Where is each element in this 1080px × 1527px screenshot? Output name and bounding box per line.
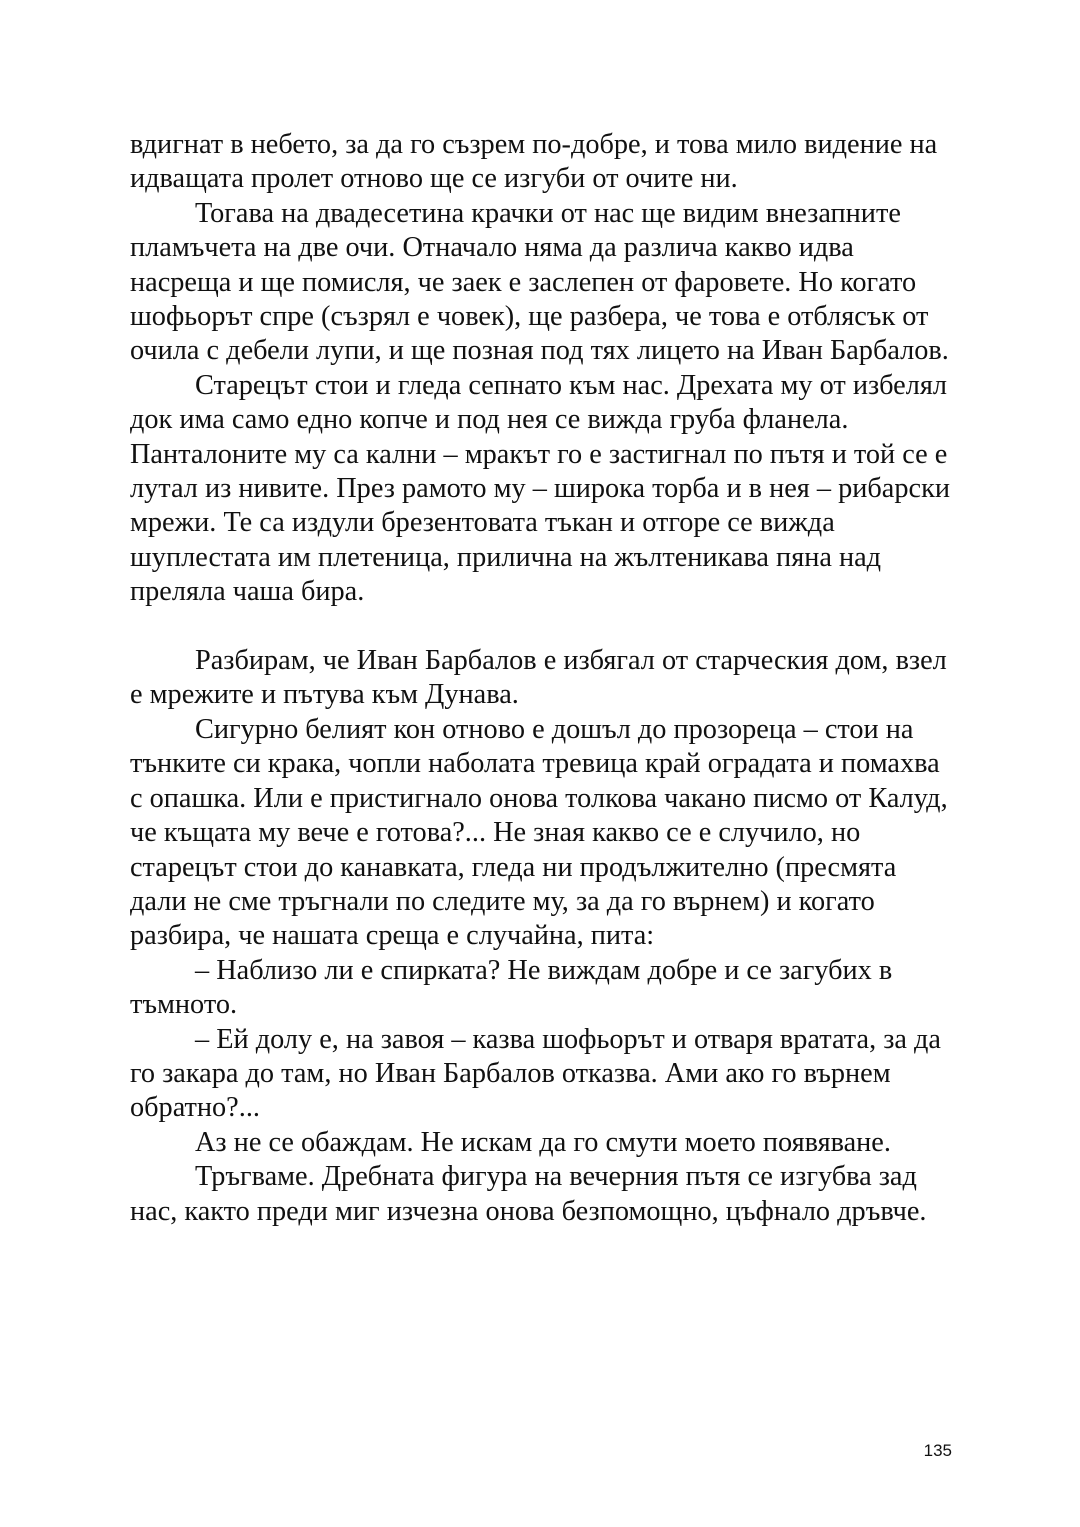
paragraph: Тогава на двадесетина крачки от нас ще видим внезапните пламъчета на две очи. Отначало няма да различа какво идва насреща и ще помисля, че заек е заслепен от фаровете. Но когато шофьорът спре (съзрял е човек), ще разбера, че това е отблясък от очила с дебели лупи, и ще позная под тях лицето на Иван Барбалов.: [130, 197, 949, 367]
paragraph-continuation: вдигнат в небето, за да го съзрем по-добре, и това мило видение на идващата пролет отново ще се изгуби от очите ни.: [130, 129, 938, 195]
paragraph: Сигурно белият кон отново е дошъл до прозореца – стои на тънките си крака, чопли наболата тревица край оградата и помахва с опашка. Или е пристигнало онова толкова чакано писмо от Калуд, че къщата му вече е готова?... Не зная какво се е случило, но старецът стои до канавката, гледа ни продължително (пресмята дали не сме тръгнали по следите му, за да го върнем) и когато разбира, че нашата среща е случайна, пита:: [130, 713, 948, 952]
paragraph: Старецът стои и гледа сепнато към нас. Дрехата му от избелял док има само едно копче и под нея се вижда груба фланела. Панталоните му са кални – мракът го е застигнал по пътя и той се е лутал из нивите. През рамото му – широка торба и в нея – рибарски мрежи. Те са издули брезентовата тъкан и отгоре се вижда шуплестата им плетеница, прилична на жълтеникава пяна над преляла чаша бира.: [130, 369, 950, 608]
body-text: [130, 128, 952, 1229]
dialogue-line: – Наблизо ли е спирката? Не виждам добре и се загубих в тъмното.: [130, 954, 893, 1021]
paragraph: Тръгваме. Дребната фигура на вечерния пътя се изгубва зад нас, както преди миг изчезна онова безпомощно, цъфнало дръвче.: [130, 1161, 927, 1227]
paragraph: Разбирам, че Иван Барбалов е избягал от старческия дом, взел е мрежите и пътува към Дунава.: [130, 645, 947, 711]
page-number: 135: [923, 1441, 952, 1460]
dialogue-line: – Ей долу е, на завоя – казва шофьорът и отваря вратата, за да го закара до там, но Иван Барбалов отказва. Ами ако го върнем обратно?...: [130, 1023, 941, 1124]
paragraph: Аз не се обаждам. Не искам да го смути моето появяване.: [195, 1126, 891, 1158]
